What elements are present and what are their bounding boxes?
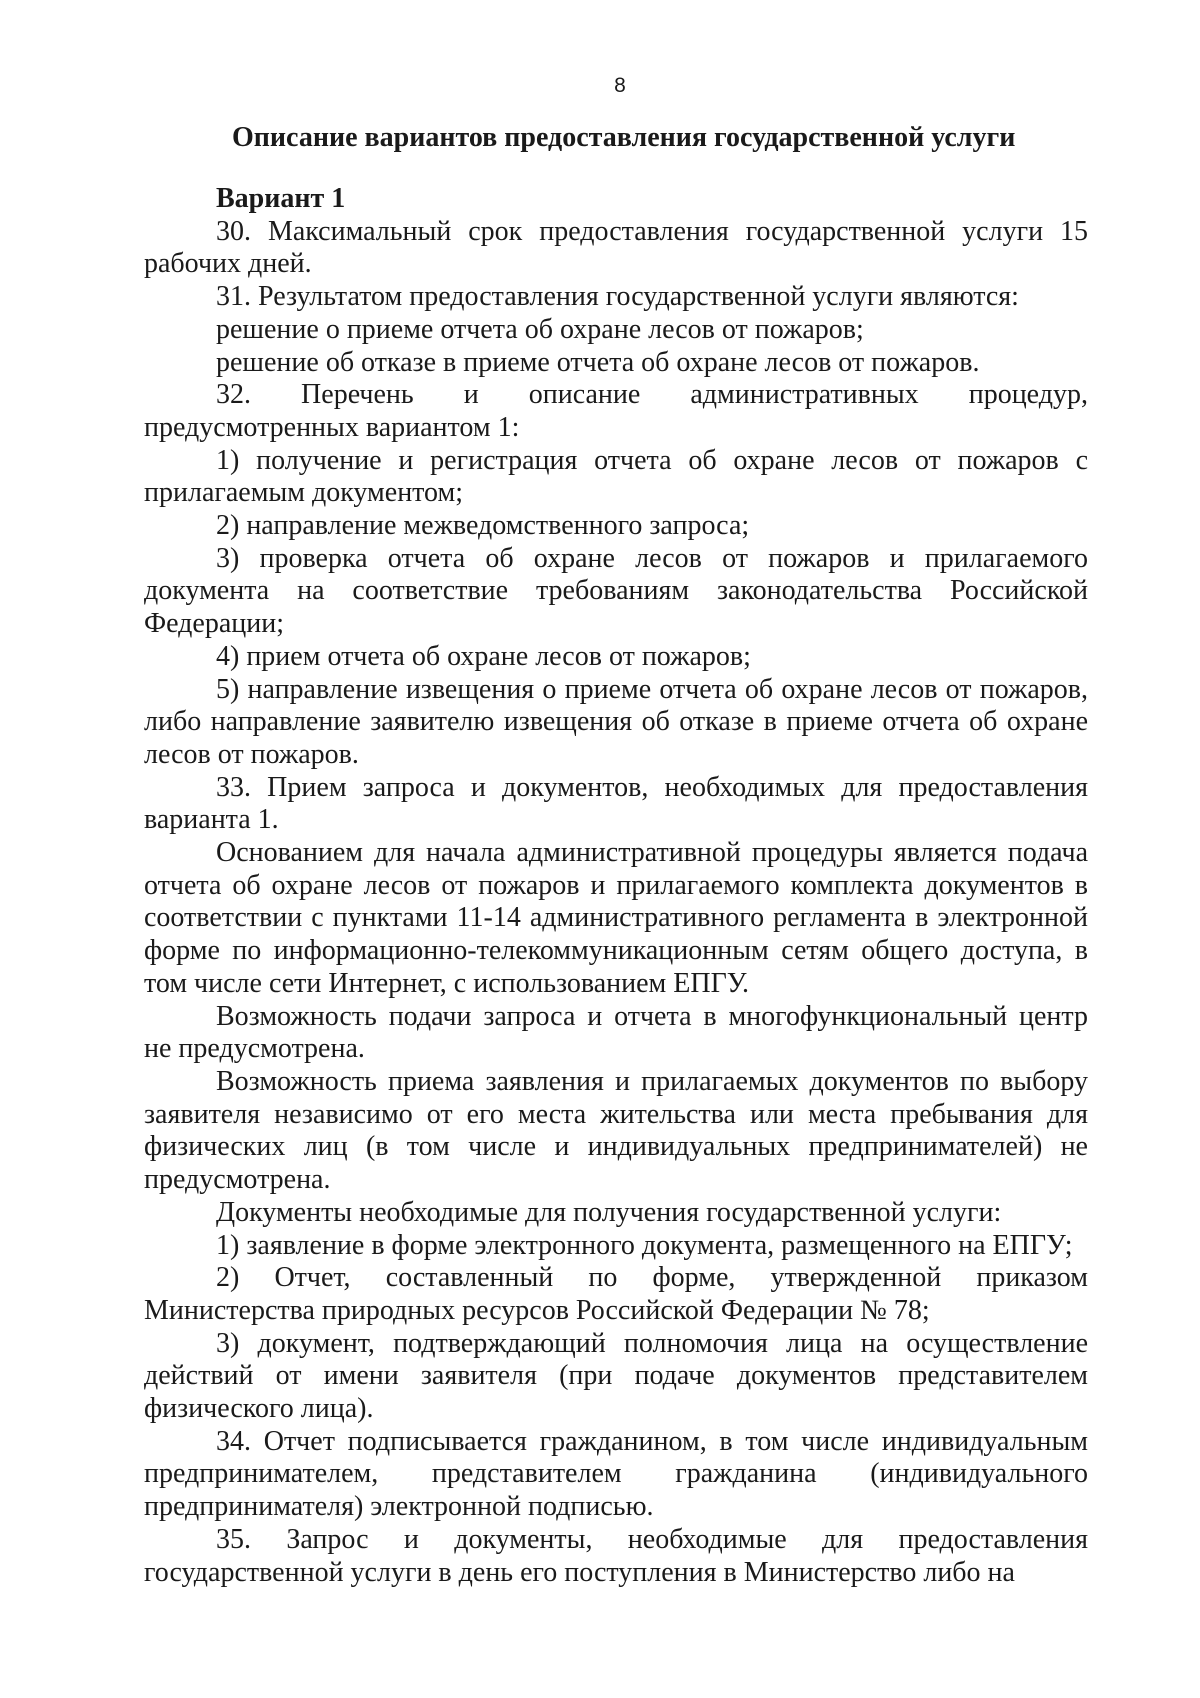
body-paragraph: Основанием для начала административной процедуры является подача отчета об охране лесов от пожаров и прилагаемого комплекта документов в соответствии с пунктами 11-14 административного регламента в электронной форме по информационно-телекоммуникационным сетям общего доступа, в том числе сети Интернет, с использованием ЕПГУ. [144, 837, 1088, 999]
document-body [144, 183, 1088, 1589]
result-item: решение об отказе в приеме отчета об охране лесов от пожаров. [216, 346, 980, 378]
paragraph-35: 35. Запрос и документы, необходимые для предоставления государственной услуги в день его поступления в Министерство либо на [144, 1523, 1088, 1588]
paragraph-31: 31. Результатом предоставления государственной услуги являются: [216, 281, 1019, 313]
procedure-item: 3) проверка отчета об охране лесов от пожаров и прилагаемого документа на соответствие требованиям законодательства Российской Федерации; [144, 542, 1088, 640]
procedure-item: 4) прием отчета об охране лесов от пожаров; [216, 640, 751, 672]
procedure-item: 5) направление извещения о приеме отчета об охране лесов от пожаров, либо направление заявителю извещения об отказе в приеме отчета об охране лесов от пожаров. [144, 673, 1088, 770]
variant-title: Вариант 1 [216, 183, 346, 214]
result-item: решение о приеме отчета об охране лесов от пожаров; [216, 313, 864, 345]
document-item: 2) Отчет, составленный по форме, утвержденной приказом Министерства природных ресурсов Российской Федерации № 78; [144, 1262, 1088, 1326]
paragraph-33: 33. Прием запроса и документов, необходимых для предоставления варианта 1. [144, 771, 1088, 836]
procedure-item: 1) получение и регистрация отчета об охране лесов от пожаров с прилагаемым документом; [144, 444, 1088, 509]
section-heading: Описание вариантов предоставления государственной услуги [232, 122, 1016, 153]
paragraph-34: 34. Отчет подписывается гражданином, в том числе индивидуальным предпринимателем, представителем гражданина (индивидуального предпринимателя) электронной подписью. [144, 1425, 1088, 1523]
body-paragraph: Возможность приема заявления и прилагаемых документов по выбору заявителя независимо от его места жительства или места пребывания для физических лиц (в том числе и индивидуальных предпринимателей) не предусмотрена. [144, 1065, 1088, 1196]
document-item: 3) документ, подтверждающий полномочия лица на осуществление действий от имени заявителя (при подаче документов представителем физического лица). [144, 1327, 1088, 1425]
procedure-item: 2) направление межведомственного запроса; [216, 510, 750, 542]
paragraph-32: 32. Перечень и описание административных процедур, предусмотренных вариантом 1: [144, 379, 1088, 443]
body-paragraph: Документы необходимые для получения государственной услуги: [216, 1196, 1002, 1228]
page-number: 8 [614, 74, 626, 97]
body-paragraph: Возможность подачи запроса и отчета в многофункциональный центр не предусмотрена. [144, 1000, 1088, 1065]
document-item: 1) заявление в форме электронного документа, размещенного на ЕПГУ; [216, 1229, 1073, 1261]
paragraph-30: 30. Максимальный срок предоставления государственной услуги 15 рабочих дней. [144, 215, 1088, 280]
